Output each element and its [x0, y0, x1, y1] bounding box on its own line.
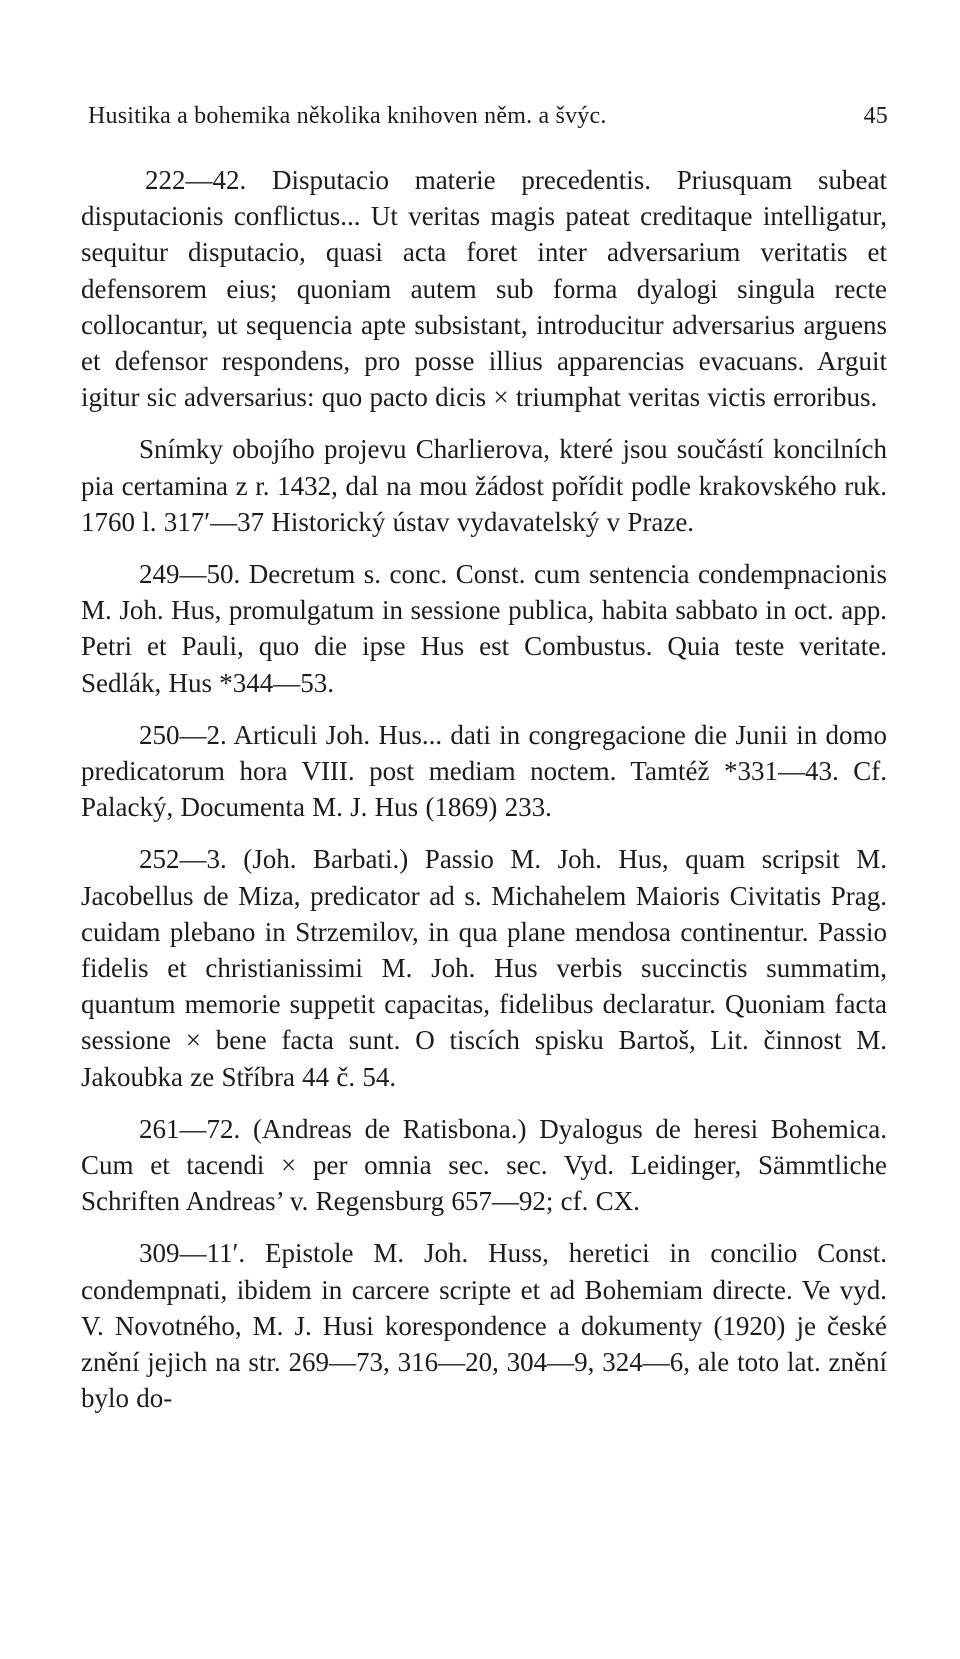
entry-paragraph-222: 222—42. Disputacio materie precedentis. Priusquam subeat disputacionis conflictus... Ut veritas magis pateat creditaque intelligatur, sequitur disputacio, quasi acta foret inter adversarium veritatis et defensorem eius; quoniam autem sub forma dyalogi singula recte collocantur, ut sequencia apte subsistant, introducitur adversarius arguens et defensor respondens, pro posse illius apparencias evacuans. Arguit igitur sic adversarius: quo pacto dicis × triumphat veritas victis erroribus. — [81, 165, 887, 413]
entry-paragraph-250: 250—2. Articuli Joh. Hus... dati in congregacione die Junii in domo predicatorum hora VIII. post mediam noctem. Tamtéž *331—43. Cf. Palacký, Documenta M. J. Hus (1869) 233. — [81, 719, 887, 823]
body-text — [81, 162, 887, 1417]
page-number: 45 — [863, 103, 888, 129]
entry-paragraph-249: 249—50. Decretum s. conc. Const. cum sentencia condempnacionis M. Joh. Hus, promulgatum in sessione publica, habita sabbato in oct. app. Petri et Pauli, quo die ipse Hus est Combustus. Quia teste veritate. Sedlák, Hus *344—53. — [81, 559, 887, 698]
entry-paragraph-261: 261—72. (Andreas de Ratisbona.) Dyalogus de heresi Bohemica. Cum et tacendi × per omnia sec. sec. Vyd. Leidinger, Sämmtliche Schriften Andreas’ v. Regensburg 657—92; cf. CX. — [81, 1113, 887, 1217]
running-head — [88, 98, 888, 134]
running-head-title: Husitika a bohemika několika knihoven něm. a švýc. — [88, 103, 607, 129]
entry-paragraph-252: 252—3. (Joh. Barbati.) Passio M. Joh. Hus, quam scripsit M. Jacobellus de Miza, predicator ad s. Michahelem Maioris Civitatis Prag. cuidam plebano in Strzemilov, in qua plane mendosa continentur. Passio fidelis et christianissimi M. Joh. Hus verbis succinctis summatim, quantum memorie suppetit capacitas, fidelibus declaratur. Quoniam facta sessione × bene facta sunt. O tiscích spisku Bartoš, Lit. činnost M. Jakoubka ze Stříbra 44 č. 54. — [81, 844, 887, 1092]
note-paragraph-charlier: Snímky obojího projevu Charlierova, které jsou součástí koncilních pia certamina z r. 1432, dal na mou žádost pořídit podle krakovského ruk. 1760 l. 317′—37 Historický ústav vydavatelský v Praze. — [81, 434, 887, 537]
entry-paragraph-309: 309—11′. Epistole M. Joh. Huss, heretici in concilio Const. condempnati, ibidem in carcere scripte et ad Bohemiam directe. Ve vyd. V. Novotného, M. J. Husi korespondence a dokumenty (1920) je české znění jejich na str. 269—73, 316—20, 304—9, 324—6, ale toto lat. znění bylo do- — [81, 1238, 887, 1414]
